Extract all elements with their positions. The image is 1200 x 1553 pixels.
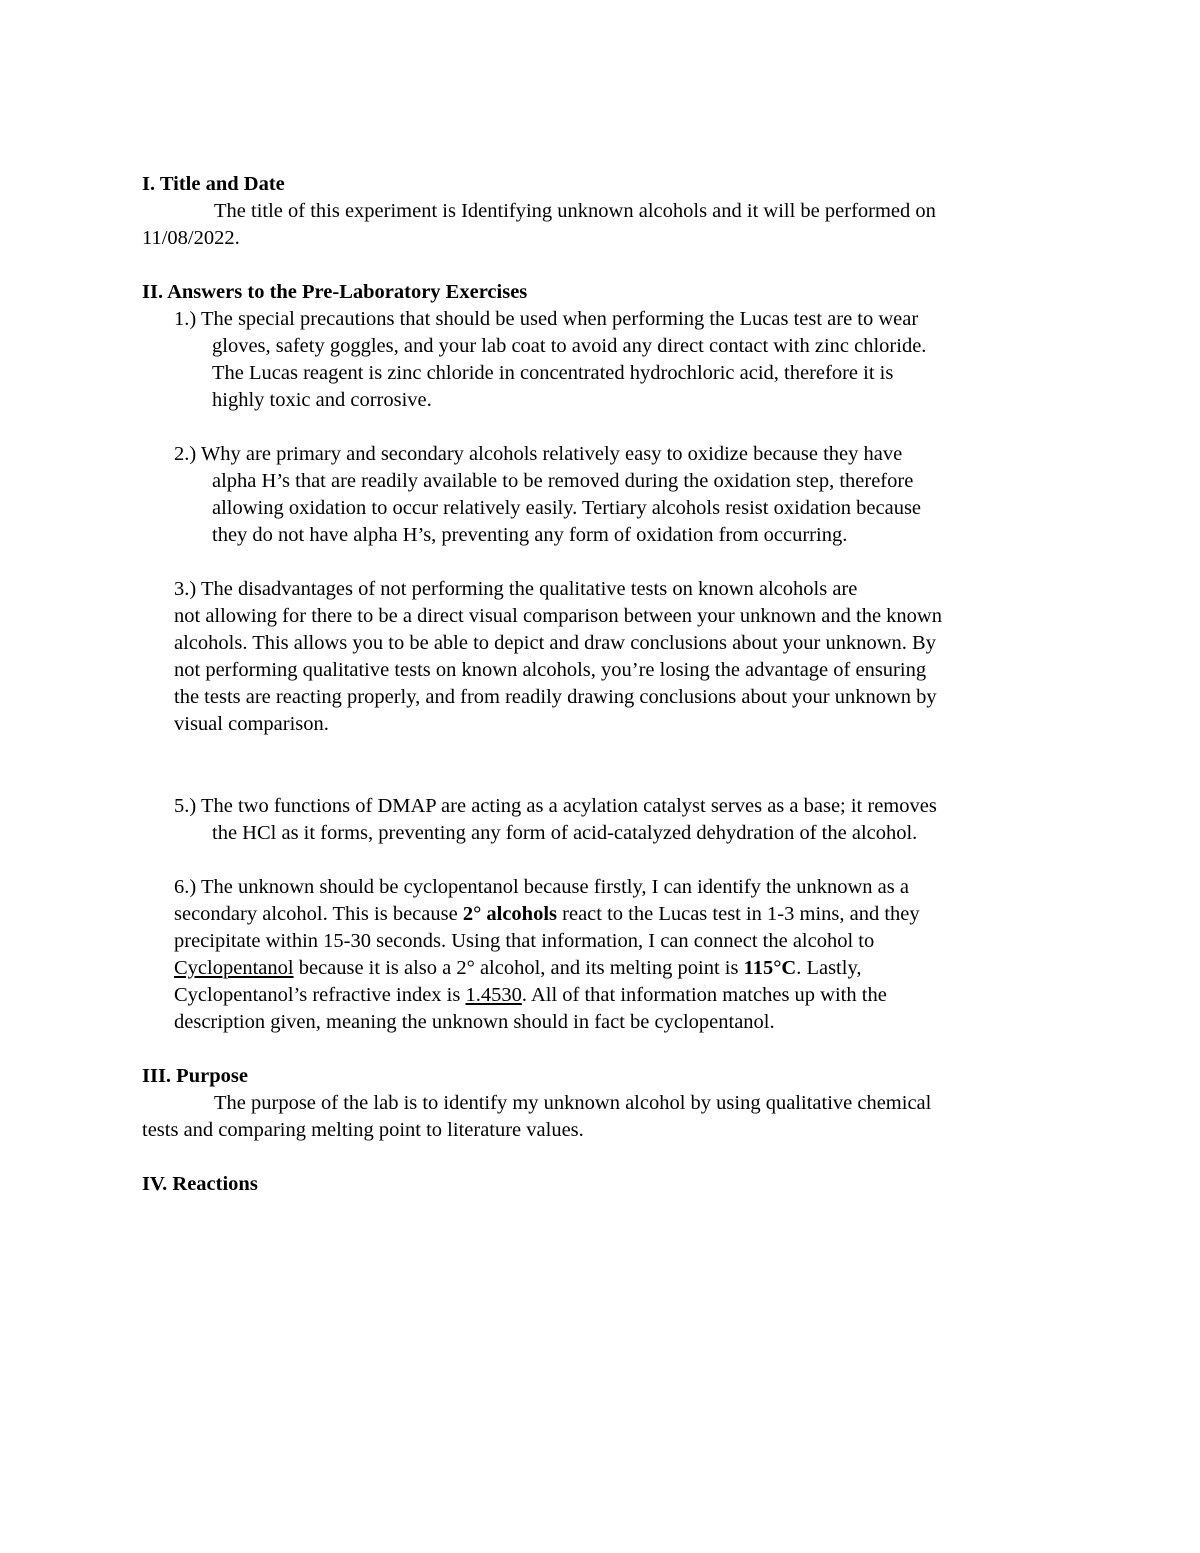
answer-6-line: description given, meaning the unknown should in fact be cyclopentanol. bbox=[174, 1011, 775, 1033]
answer-3-line: the tests are reacting properly, and from readily drawing conclusions about your unknown by bbox=[174, 686, 937, 708]
answer-5-line: 5.) The two functions of DMAP are acting as a acylation catalyst serves as a base; it removes bbox=[174, 795, 937, 817]
answer-6-text: because it is also a 2° alcohol, and its melting point is bbox=[293, 957, 744, 979]
title-paragraph-line: 11/08/2022. bbox=[142, 227, 240, 249]
answer-3-line: alcohols. This allows you to be able to depict and draw conclusions about your unknown. By bbox=[174, 632, 936, 654]
answer-3-line: not allowing for there to be a direct visual comparison between your unknown and the known bbox=[174, 605, 942, 627]
answer-6-text: react to the Lucas test in 1-3 mins, and they bbox=[557, 903, 920, 925]
title-paragraph-line: The title of this experiment is Identifying unknown alcohols and it will be performed on bbox=[214, 200, 936, 222]
answer-6-bold-text: 115°C bbox=[743, 957, 797, 979]
section-heading-purpose: III. Purpose bbox=[142, 1065, 248, 1087]
answer-1-line: The Lucas reagent is zinc chloride in concentrated hydrochloric acid, therefore it is bbox=[212, 362, 894, 384]
answer-2-line: they do not have alpha H’s, preventing any form of oxidation from occurring. bbox=[212, 524, 848, 546]
answer-6-text: secondary alcohol. This is because bbox=[174, 903, 463, 925]
answer-6-bold-text: 2° alcohols bbox=[462, 903, 558, 925]
answer-3-line: visual comparison. bbox=[174, 713, 329, 735]
answer-6-text: Cyclopentanol’s refractive index is bbox=[174, 984, 466, 1006]
answer-6-line bbox=[174, 901, 920, 928]
answer-6-underlined-text: 1.4530 bbox=[465, 984, 522, 1006]
answer-6-line: 6.) The unknown should be cyclopentanol because firstly, I can identify the unknown as a bbox=[174, 876, 909, 898]
answer-6-line bbox=[174, 982, 887, 1009]
purpose-paragraph-line: The purpose of the lab is to identify my unknown alcohol by using qualitative chemical bbox=[214, 1092, 932, 1114]
answer-6-line: precipitate within 15-30 seconds. Using that information, I can connect the alcohol to bbox=[174, 930, 875, 952]
answer-5-line: the HCl as it forms, preventing any form of acid-catalyzed dehydration of the alcohol. bbox=[212, 822, 918, 844]
section-heading-title-and-date: I. Title and Date bbox=[142, 173, 285, 195]
answer-2-line: allowing oxidation to occur relatively easily. Tertiary alcohols resist oxidation because bbox=[212, 497, 922, 519]
answer-1-line: 1.) The special precautions that should be used when performing the Lucas test are to wear bbox=[174, 308, 919, 330]
answer-2-line: 2.) Why are primary and secondary alcohols relatively easy to oxidize because they have bbox=[174, 443, 903, 465]
answer-2-line: alpha H’s that are readily available to be removed during the oxidation step, therefore bbox=[212, 470, 914, 492]
answer-6-underlined-text: Cyclopentanol bbox=[174, 957, 294, 979]
section-heading-reactions: IV. Reactions bbox=[142, 1173, 258, 1195]
answer-3-line: 3.) The disadvantages of not performing the qualitative tests on known alcohols are bbox=[174, 578, 858, 600]
section-heading-pre-lab-answers: II. Answers to the Pre-Laboratory Exercises bbox=[142, 281, 528, 303]
answer-6-text: . Lastly, bbox=[796, 957, 862, 979]
answer-1-line: highly toxic and corrosive. bbox=[212, 389, 432, 411]
answer-6-line bbox=[174, 955, 862, 982]
purpose-paragraph-line: tests and comparing melting point to literature values. bbox=[142, 1119, 584, 1141]
answer-3-line: not performing qualitative tests on known alcohols, you’re losing the advantage of ensuring bbox=[174, 659, 927, 681]
answer-1-line: gloves, safety goggles, and your lab coat to avoid any direct contact with zinc chloride. bbox=[212, 335, 927, 357]
answer-6-text: . All of that information matches up with the bbox=[521, 984, 887, 1006]
